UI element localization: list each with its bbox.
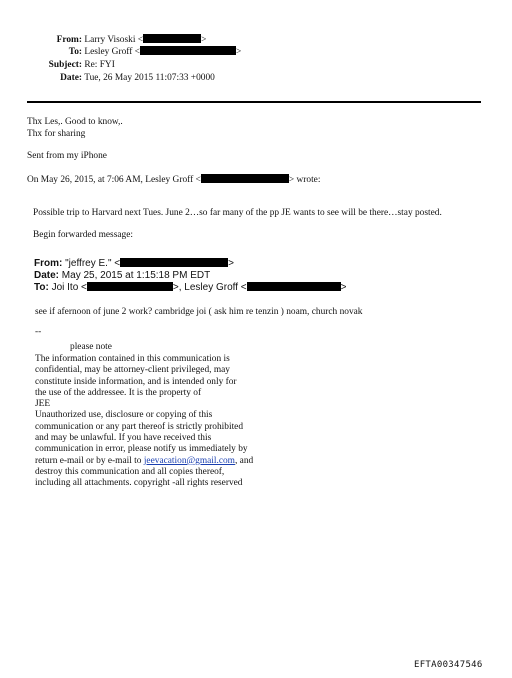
quoted-body: Possible trip to Harvard next Tues. June 2…so far many of the pp JE wants to see will be there…stay posted. <box>33 208 442 218</box>
subject-value: Re: FYI <box>84 60 115 70</box>
fwd-to-row <box>34 282 347 295</box>
fwd-body: see if afernoon of june 2 work? cambridge joi ( ask him re tenzin ) noam, church novak <box>35 307 363 317</box>
disclaimer-line: including all attachments. copyright -all rights reserved <box>35 478 243 489</box>
disclaimer-line: confidential, may be attorney-client privileged, may <box>35 365 230 376</box>
sig-separator: -- <box>35 327 42 337</box>
to-label: To: <box>68 47 82 57</box>
please-note: please note <box>70 342 112 352</box>
date-value: Tue, 26 May 2015 11:07:33 +0000 <box>84 73 215 83</box>
from-value: Larry Visoski < <box>84 35 144 45</box>
disclaimer-line: communication or any part thereof is strictly prohibited <box>35 421 244 432</box>
from-label: From: <box>56 35 82 45</box>
fwd-from-row <box>34 258 234 271</box>
disclaimer-line: and may be unlawful. If you have received this <box>35 433 212 444</box>
to-value: Lesley Groff < <box>84 47 140 57</box>
subject-label: Subject: <box>48 60 82 70</box>
header-to-row <box>38 46 241 58</box>
fwd-date-row <box>34 270 210 283</box>
disclaimer-line: destroy this communication and all copies thereof, <box>35 466 225 477</box>
fwd-from-value: "jeffrey E." < <box>65 258 121 269</box>
fwd-date-label: Date: <box>34 270 60 281</box>
date-label: Date: <box>60 73 82 83</box>
header-divider <box>27 101 481 103</box>
close-bracket: > <box>340 282 347 293</box>
header-subject-row <box>38 59 115 71</box>
redaction-box <box>247 282 341 291</box>
quote-intro <box>27 174 320 186</box>
close-bracket: > <box>235 47 242 57</box>
email-line-prefix: return e-mail or by e-mail to <box>35 455 144 466</box>
redaction-box <box>87 282 173 291</box>
redaction-box <box>143 34 201 43</box>
close-bracket: > <box>201 35 207 45</box>
disclaimer-email-line <box>35 456 253 467</box>
reply-signature: Sent from my iPhone <box>27 151 107 161</box>
fwd-from-label: From: <box>34 258 63 269</box>
reply-line-1: Thx Les,. Good to know,. <box>27 117 123 127</box>
begin-forwarded: Begin forwarded message: <box>33 230 133 240</box>
disclaimer-block <box>35 354 253 490</box>
disclaimer-line: The information contained in this communication is <box>35 354 230 364</box>
reply-line-2: Thx for sharing <box>27 129 86 139</box>
fwd-date-value: May 25, 2015 at 1:15:18 PM EDT <box>61 270 211 281</box>
fwd-to-label: To: <box>34 282 49 293</box>
close-bracket: > <box>228 258 234 269</box>
email-link[interactable]: jeevacation@gmail.com <box>143 455 235 466</box>
bates-number: EFTA00347546 <box>414 660 483 670</box>
redaction-box <box>201 174 289 183</box>
header-from-row <box>38 34 206 46</box>
quote-intro-suffix: > wrote: <box>288 175 321 185</box>
redaction-box <box>120 258 228 267</box>
email-line-suffix: , and <box>234 455 254 466</box>
disclaimer-line: Unauthorized use, disclosure or copying of this <box>35 410 213 421</box>
disclaimer-line: the use of the addressee. It is the property of <box>35 387 202 398</box>
disclaimer-line: constitute inside information, and is intended only for <box>35 376 237 387</box>
disclaimer-line: communication in error, please notify us immediately by <box>35 444 248 455</box>
header-date-row <box>38 72 215 84</box>
fwd-to-value-2: >, Lesley Groff < <box>172 282 247 293</box>
disclaimer-line: JEE <box>35 399 51 410</box>
fwd-to-value: Joi Ito < <box>51 282 87 293</box>
quote-intro-prefix: On May 26, 2015, at 7:06 AM, Lesley Groff < <box>27 175 201 185</box>
redaction-box <box>140 46 236 55</box>
